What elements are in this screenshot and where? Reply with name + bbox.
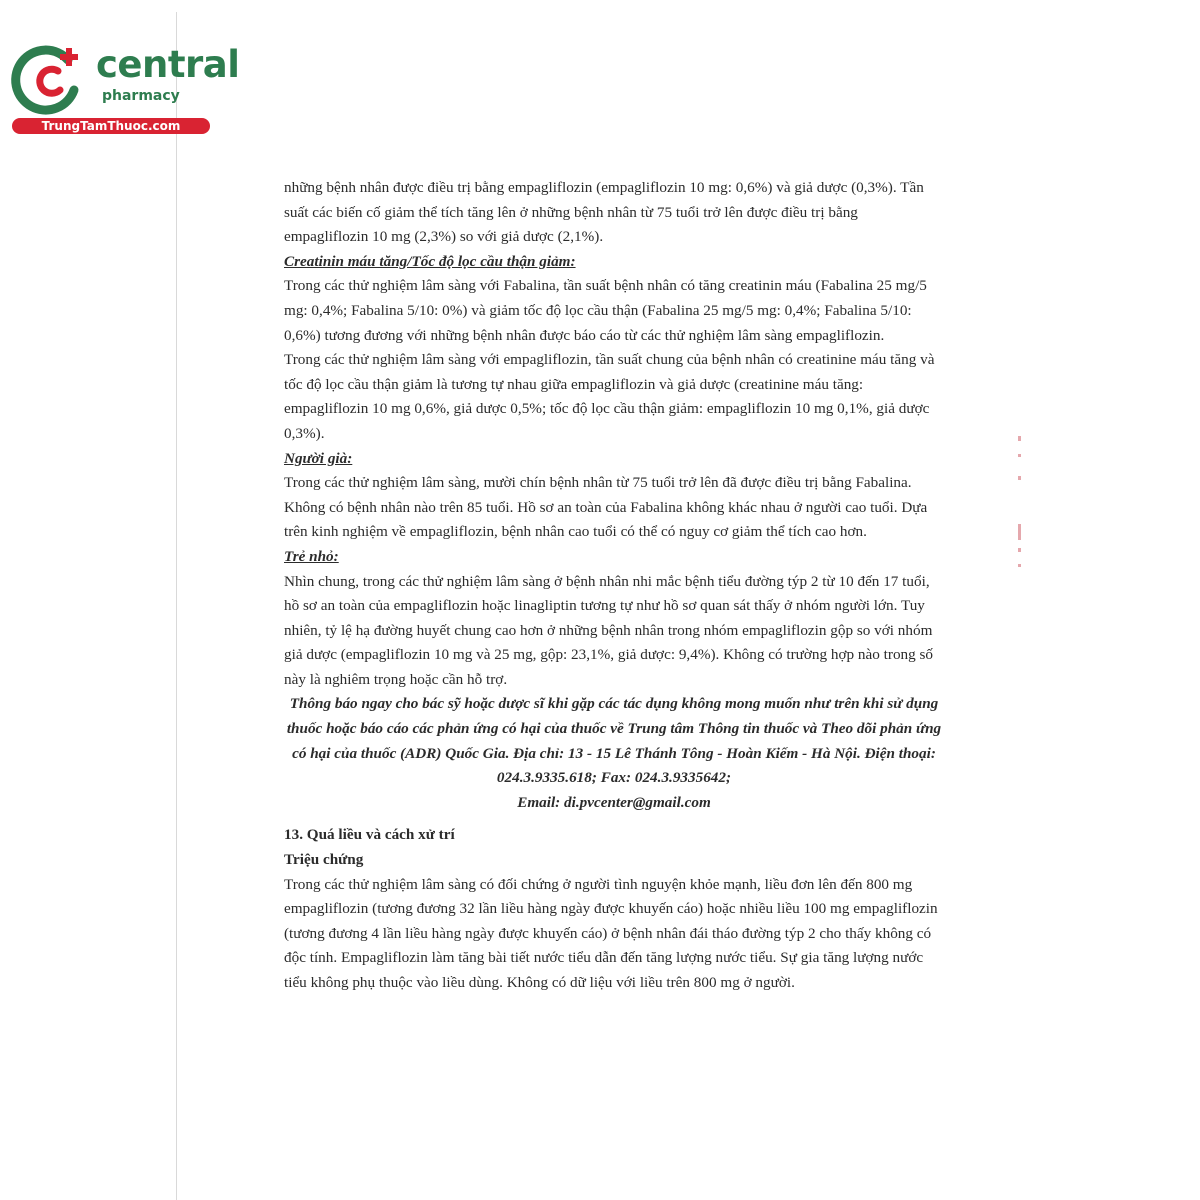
paragraph-elderly: Trong các thử nghiệm lâm sàng, mười chín bệnh nhân từ 75 tuổi trở lên đã được điều trị bằng Fabalina. Không có bệnh nhân nào trên 85 tuổi. Hồ sơ an toàn của Fabalina không khác nhau ở người cao tuổi. Dựa trên kinh nghiệm về empagliflozin, bệnh nhân cao tuổi có thể có nguy cơ giảm thể tích cao hơn. [284,474,928,541]
logo-website-link[interactable]: TrungTamThuoc.com [12,118,210,134]
paragraph-symptoms: Trong các thử nghiệm lâm sàng có đối chứng ở người tình nguyện khỏe mạnh, liều đơn lên đến 800 mg empagliflozin (tương đương 32 lần liều hàng ngày được khuyến cáo) hoặc nhiều liều 100 mg empagliflozin (tương đương 4 lần liều hàng ngày được khuyến cáo) ở bệnh nhân đái tháo đường týp 2 cho thấy không có độc tính. Empagliflozin làm tăng bài tiết nước tiểu dẫn đến tăng lượng nước tiểu. Sự gia tăng lượng nước tiểu không phụ thuộc vào liều dùng. Không có dữ liệu với liều trên 800 mg ở người. [284,875,938,991]
paragraph-creatinin-1: Trong các thử nghiệm lâm sàng với Fabalina, tần suất bệnh nhân có tăng creatinin máu (Fabalina 25 mg/5 mg: 0,4%; Fabalina 5/10: 0%) và giảm tốc độ lọc cầu thận (Fabalina 25 mg/5 mg: 0,4%; Fabalina 5/10: 0,6%) tương đương với những bệnh nhân được báo cáo từ các thử nghiệm lâm sàng empagliflozin. [284,277,927,344]
heading-children: Trẻ nhỏ: [284,547,339,565]
heading-elderly: Người già: [284,449,353,467]
adr-email: Email: di.pvcenter@gmail.com [517,793,711,811]
logo-subtitle: pharmacy [102,88,180,104]
paragraph-creatinin-2: Trong các thử nghiệm lâm sàng với empagliflozin, tần suất chung của bệnh nhân có creatinine máu tăng và tốc độ lọc cầu thận giảm là tương tự nhau giữa empagliflozin và giả dược (creatinine máu tăng: empagliflozin 10 mg 0,6%, giả dược 0,5%; tốc độ lọc cầu thận giảm: empagliflozin 10 mg 0,1%, giả dược 0,3%). [284,351,935,442]
heading-creatinin: Creatinin máu tăng/Tốc độ lọc cầu thận giảm: [284,252,576,270]
margin-scan-marks [1018,436,1026,576]
central-pharmacy-logo[interactable] [10,38,240,138]
paragraph-intro: những bệnh nhân được điều trị bằng empagliflozin (empagliflozin 10 mg: 0,6%) và giả dược (0,3%). Tần suất các biến cố giảm thể tích tăng lên ở những bệnh nhân từ 75 tuổi trở lên được điều trị bằng empagliflozin 10 mg (2,3%) so với giả dược (2,1%). [284,179,924,246]
logo-wordmark: central [96,43,240,86]
document-body [284,176,944,996]
scan-edge-line [176,12,177,1200]
pharmacy-cross-icon [10,38,90,118]
adr-notice: Thông báo ngay cho bác sỹ hoặc dược sĩ khi gặp các tác dụng không mong muốn như trên khi sử dụng thuốc hoặc báo cáo các phản ứng có hại của thuốc về Trung tâm Thông tin thuốc và Theo dõi phản ứng có hại của thuốc (ADR) Quốc Gia. Địa chỉ: 13 - 15 Lê Thánh Tông - Hoàn Kiếm - Hà Nội. Điện thoại: 024.3.9335.618; Fax: 024.3.9335642; [286,695,942,787]
heading-overdose: 13. Quá liều và cách xử trí [284,826,455,844]
heading-symptoms: Triệu chứng [284,851,364,869]
paragraph-children: Nhìn chung, trong các thử nghiệm lâm sàng ở bệnh nhân nhi mắc bệnh tiểu đường týp 2 từ 10 đến 17 tuổi, hồ sơ an toàn của empagliflozin hoặc linagliptin tương tự như hồ sơ quan sát thấy ở nhóm người lớn. Tuy nhiên, tỷ lệ hạ đường huyết chung cao hơn ở những bệnh nhân trong nhóm empagliflozin gộp so với nhóm giả dược (empagliflozin 10 mg và 25 mg, gộp: 23,1%, giả dược: 9,4%). Không có trường hợp nào trong số này là nghiêm trọng hoặc cần hỗ trợ. [284,572,934,688]
